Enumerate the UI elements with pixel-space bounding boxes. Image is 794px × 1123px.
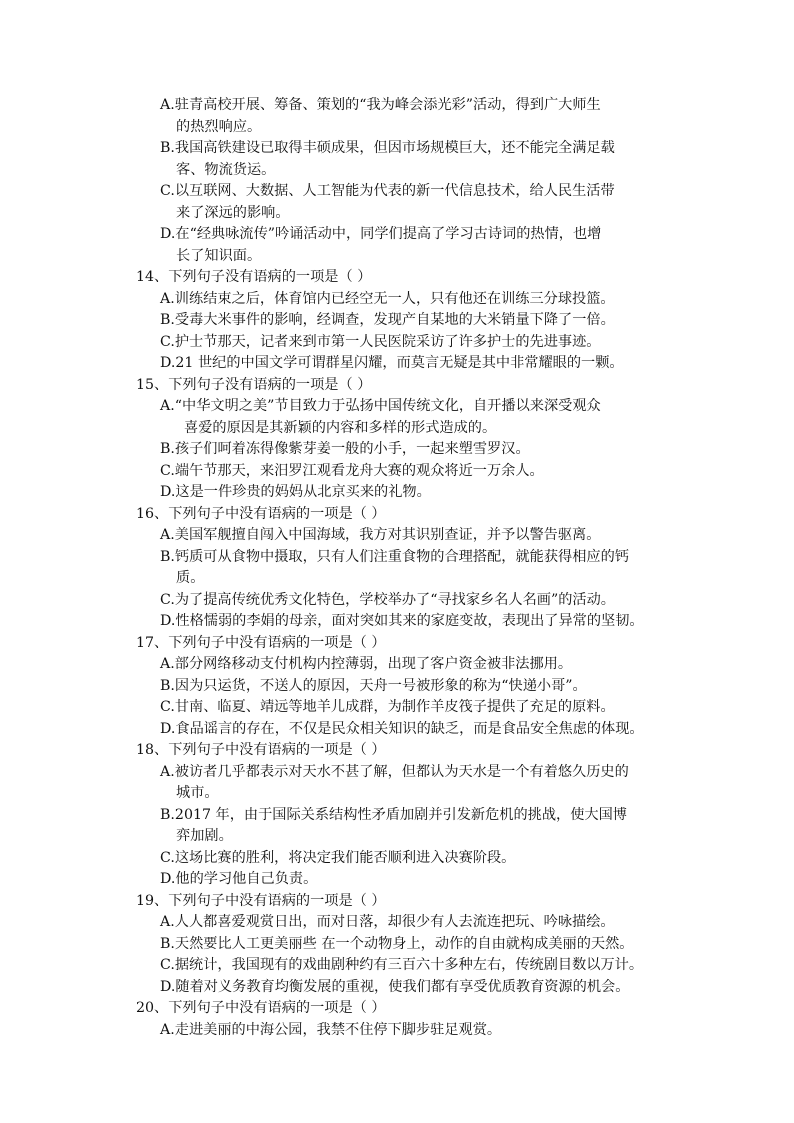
q18-option-a: A.被访者几乎都表示对天水不甚了解，但都认为天水是一个有着悠久历史的 (160, 763, 629, 780)
q13-option-d: D.在“经典咏流传”吟诵活动中，同学们提高了学习古诗词的热情，也增 (160, 226, 602, 242)
q15-option-a-continuation: 喜爱的原因是其新颖的内容和多样的形式造成的。 (184, 419, 497, 436)
q13-option-d-continuation: 长了知识面。 (176, 247, 262, 264)
q19-option-c: C.据统计，我国现有的戏曲剧种约有三百六十多种左右，传统剧目数以万计。 (160, 957, 644, 973)
q19-option-b: B.天然要比人工更美丽些 在一个动物身上，动作的自由就构成美丽的天然。 (160, 935, 634, 952)
q16-option-a: A.美国军舰擅自闯入中国海域，我方对其识别查证，并予以警告驱离。 (160, 527, 601, 543)
q15-stem: 15、下列句子没有语病的一项是（ ） (136, 376, 372, 393)
q15-option-d: D.这是一件珍贵的妈妈从北京买来的礼物。 (160, 484, 431, 500)
q19-option-a: A.人人都喜爱观赏日出，而对日落，却很少有人去流连把玩、吟咏描绘。 (160, 914, 615, 930)
q14-option-b: B.受毒大米事件的影响，经调查，发现产自某地的大米销量下降了一倍。 (160, 312, 615, 328)
q18-option-a-continuation: 城市。 (176, 785, 219, 801)
q16-option-c: C.为了提高传统优秀文化特色，学校举办了“寻找家乡名人名画”的活动。 (160, 591, 615, 608)
q14-option-d: D.21 世纪的中国文学可谓群星闪耀，而莫言无疑是其中非常耀眼的一颗。 (160, 355, 624, 371)
q18-option-c: C.这场比赛的胜利，将决定我们能否顺利进入决赛阶段。 (160, 849, 516, 866)
q20-stem: 20、下列句子中没有语病的一项是（ ） (136, 1000, 386, 1016)
q13-option-b: B.我国高铁建设已取得丰硕成果，但因市场规模巨大，还不能完全满足载 (160, 140, 615, 156)
q14-option-a: A.训练结束之后，体育馆内已经空无一人，只有他还在训练三分球投篮。 (160, 290, 615, 307)
q17-stem: 17、下列句子中没有语病的一项是（ ） (136, 634, 386, 651)
q15-option-b: B.孩子们呵着冻得像紫芽姜一般的小手，一起来塑雪罗汉。 (160, 441, 530, 457)
q16-stem: 16、下列句子中没有语病的一项是（ ） (136, 505, 386, 522)
q15-option-c: C.端午节那天，来汨罗江观看龙舟大赛的观众将近一万余人。 (160, 462, 544, 479)
q17-option-c: C.甘南、临夏、靖远等地羊儿成群，为制作羊皮筏子提供了充足的原料。 (160, 699, 615, 715)
q14-option-c: C.护士节那天，记者来到市第一人民医院采访了许多护士的先进事迹。 (160, 333, 601, 350)
q19-stem: 19、下列句子中没有语病的一项是（ ） (136, 892, 386, 909)
q14-stem: 14、下列句子没有语病的一项是（ ） (136, 269, 372, 285)
q13-option-c-continuation: 来了深远的影响。 (176, 204, 290, 221)
q13-option-a-continuation: 的热烈响应。 (176, 118, 262, 135)
q19-option-d: D.随着对义务教育均衡发展的重视，使我们都有享受优质教育资源的机会。 (160, 978, 630, 995)
q17-option-b: B.因为只运货，不送人的原因，天舟一号被形象的称为“快递小哥”。 (160, 677, 587, 694)
q17-option-a: A.部分网络移动支付机构内控薄弱，出现了客户资金被非法挪用。 (160, 656, 573, 672)
q16-option-b: B.钙质可从食物中摄取，只有人们注重食物的合理搭配，就能获得相应的钙 (160, 548, 629, 565)
q18-stem: 18、下列句子中没有语病的一项是（ ） (136, 742, 386, 758)
document-body (0, 95, 794, 1041)
q17-option-d: D.食品谣言的存在，不仅是民众相关知识的缺乏，而是食品安全焦虑的体现。 (160, 720, 644, 737)
q15-option-a: A.“中华文明之美”节目致力于弘扬中国传统文化，自开播以来深受观众 (160, 398, 601, 414)
q13-option-c: C.以互联网、大数据、人工智能为代表的新一代信息技术，给人民生活带 (160, 183, 615, 199)
q18-option-b-continuation: 弈加剧。 (176, 828, 233, 844)
q16-option-d: D.性格懦弱的李娟的母亲，面对突如其来的家庭变故，表现出了异常的坚韧。 (160, 613, 644, 629)
q13-option-a: A.驻青高校开展、筹备、策划的“我为峰会添光彩”活动，得到广大师生 (160, 97, 601, 113)
q18-option-b: B.2017 年，由于国际关系结构性矛盾加剧并引发新危机的挑战，使大国博 (160, 806, 627, 823)
q16-option-b-continuation: 质。 (176, 570, 205, 586)
q20-option-a: A.走进美丽的中海公园，我禁不住停下脚步驻足观赏。 (160, 1021, 502, 1038)
q18-option-d: D.他的学习他自己负责。 (160, 871, 318, 887)
q13-option-b-continuation: 客、物流货运。 (176, 161, 276, 178)
